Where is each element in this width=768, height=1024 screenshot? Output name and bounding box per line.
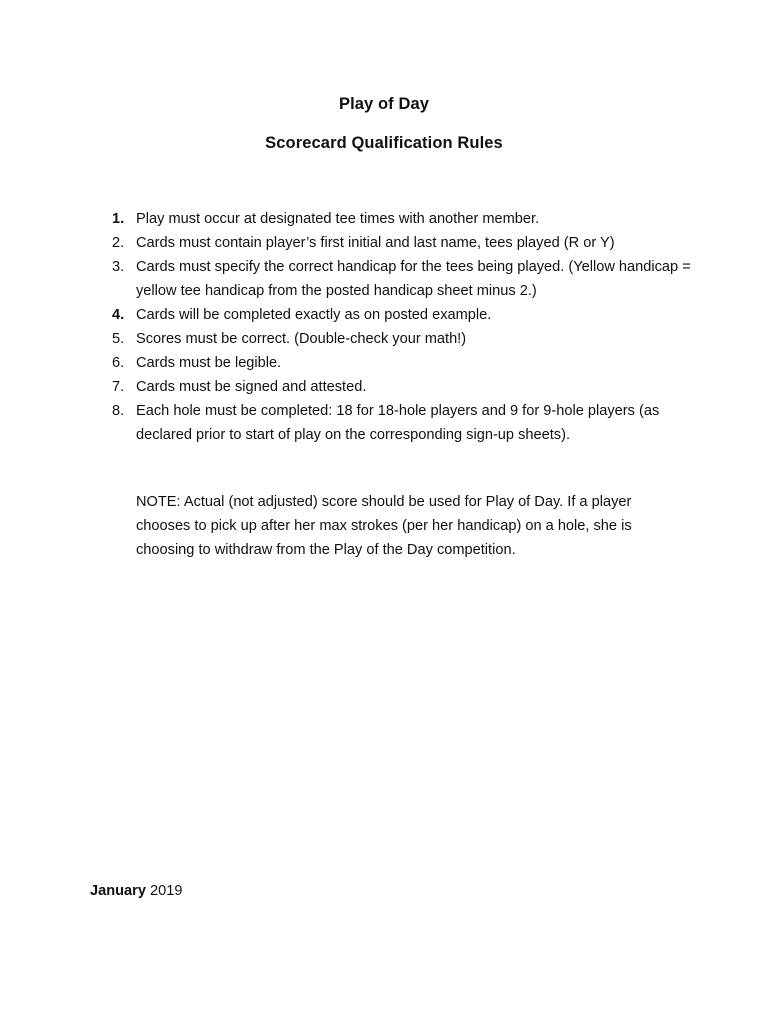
rule-text: Cards must contain player’s first initial and last name, tees played (R or Y) (136, 235, 615, 251)
rule-text: Play must occur at designated tee times with another member. (136, 211, 540, 227)
rule-number: 7. (112, 379, 125, 395)
rule-number: 3. (112, 259, 125, 275)
rule-number: 4. (112, 307, 125, 323)
rule-text: Cards must be legible. (136, 355, 282, 371)
rule-item-6 (92, 351, 692, 375)
rule-item-3 (92, 255, 692, 303)
document-subtitle: Scorecard Qualification Rules (265, 134, 503, 152)
rule-item-2 (92, 231, 692, 255)
note-paragraph: NOTE: Actual (not adjusted) score should be used for Play of Day. If a player chooses to pick up after her max strokes (per her handicap) on a hole, she is choosing to withdraw from the Play of the Day competition. (136, 494, 632, 558)
rule-item-5 (92, 327, 692, 351)
rule-item-1 (92, 207, 692, 231)
footer-date (90, 883, 183, 899)
footer-year: 2019 (150, 883, 183, 899)
rule-item-7 (92, 375, 692, 399)
rule-text: Each hole must be completed: 18 for 18-hole players and 9 for 9-hole players (as declared prior to start of play on the corresponding sign-up sheets). (136, 403, 660, 443)
rule-number: 2. (112, 235, 125, 251)
footer-month: January (90, 883, 146, 899)
rule-number: 5. (112, 331, 125, 347)
rule-number: 6. (112, 355, 125, 371)
document-title: Play of Day (338, 95, 430, 113)
rule-text: Scores must be correct. (Double-check your math!) (136, 331, 467, 347)
rule-item-4 (92, 303, 692, 327)
rule-number: 1. (112, 211, 125, 227)
rule-text: Cards will be completed exactly as on posted example. (136, 307, 492, 323)
rule-number: 8. (112, 403, 125, 419)
rule-item-8 (92, 399, 692, 447)
rule-text: Cards must be signed and attested. (136, 379, 367, 395)
rule-text: Cards must specify the correct handicap for the tees being played. (Yellow handicap = yellow tee handicap from the posted handicap sheet minus 2.) (136, 259, 691, 299)
rules-list (92, 207, 692, 447)
